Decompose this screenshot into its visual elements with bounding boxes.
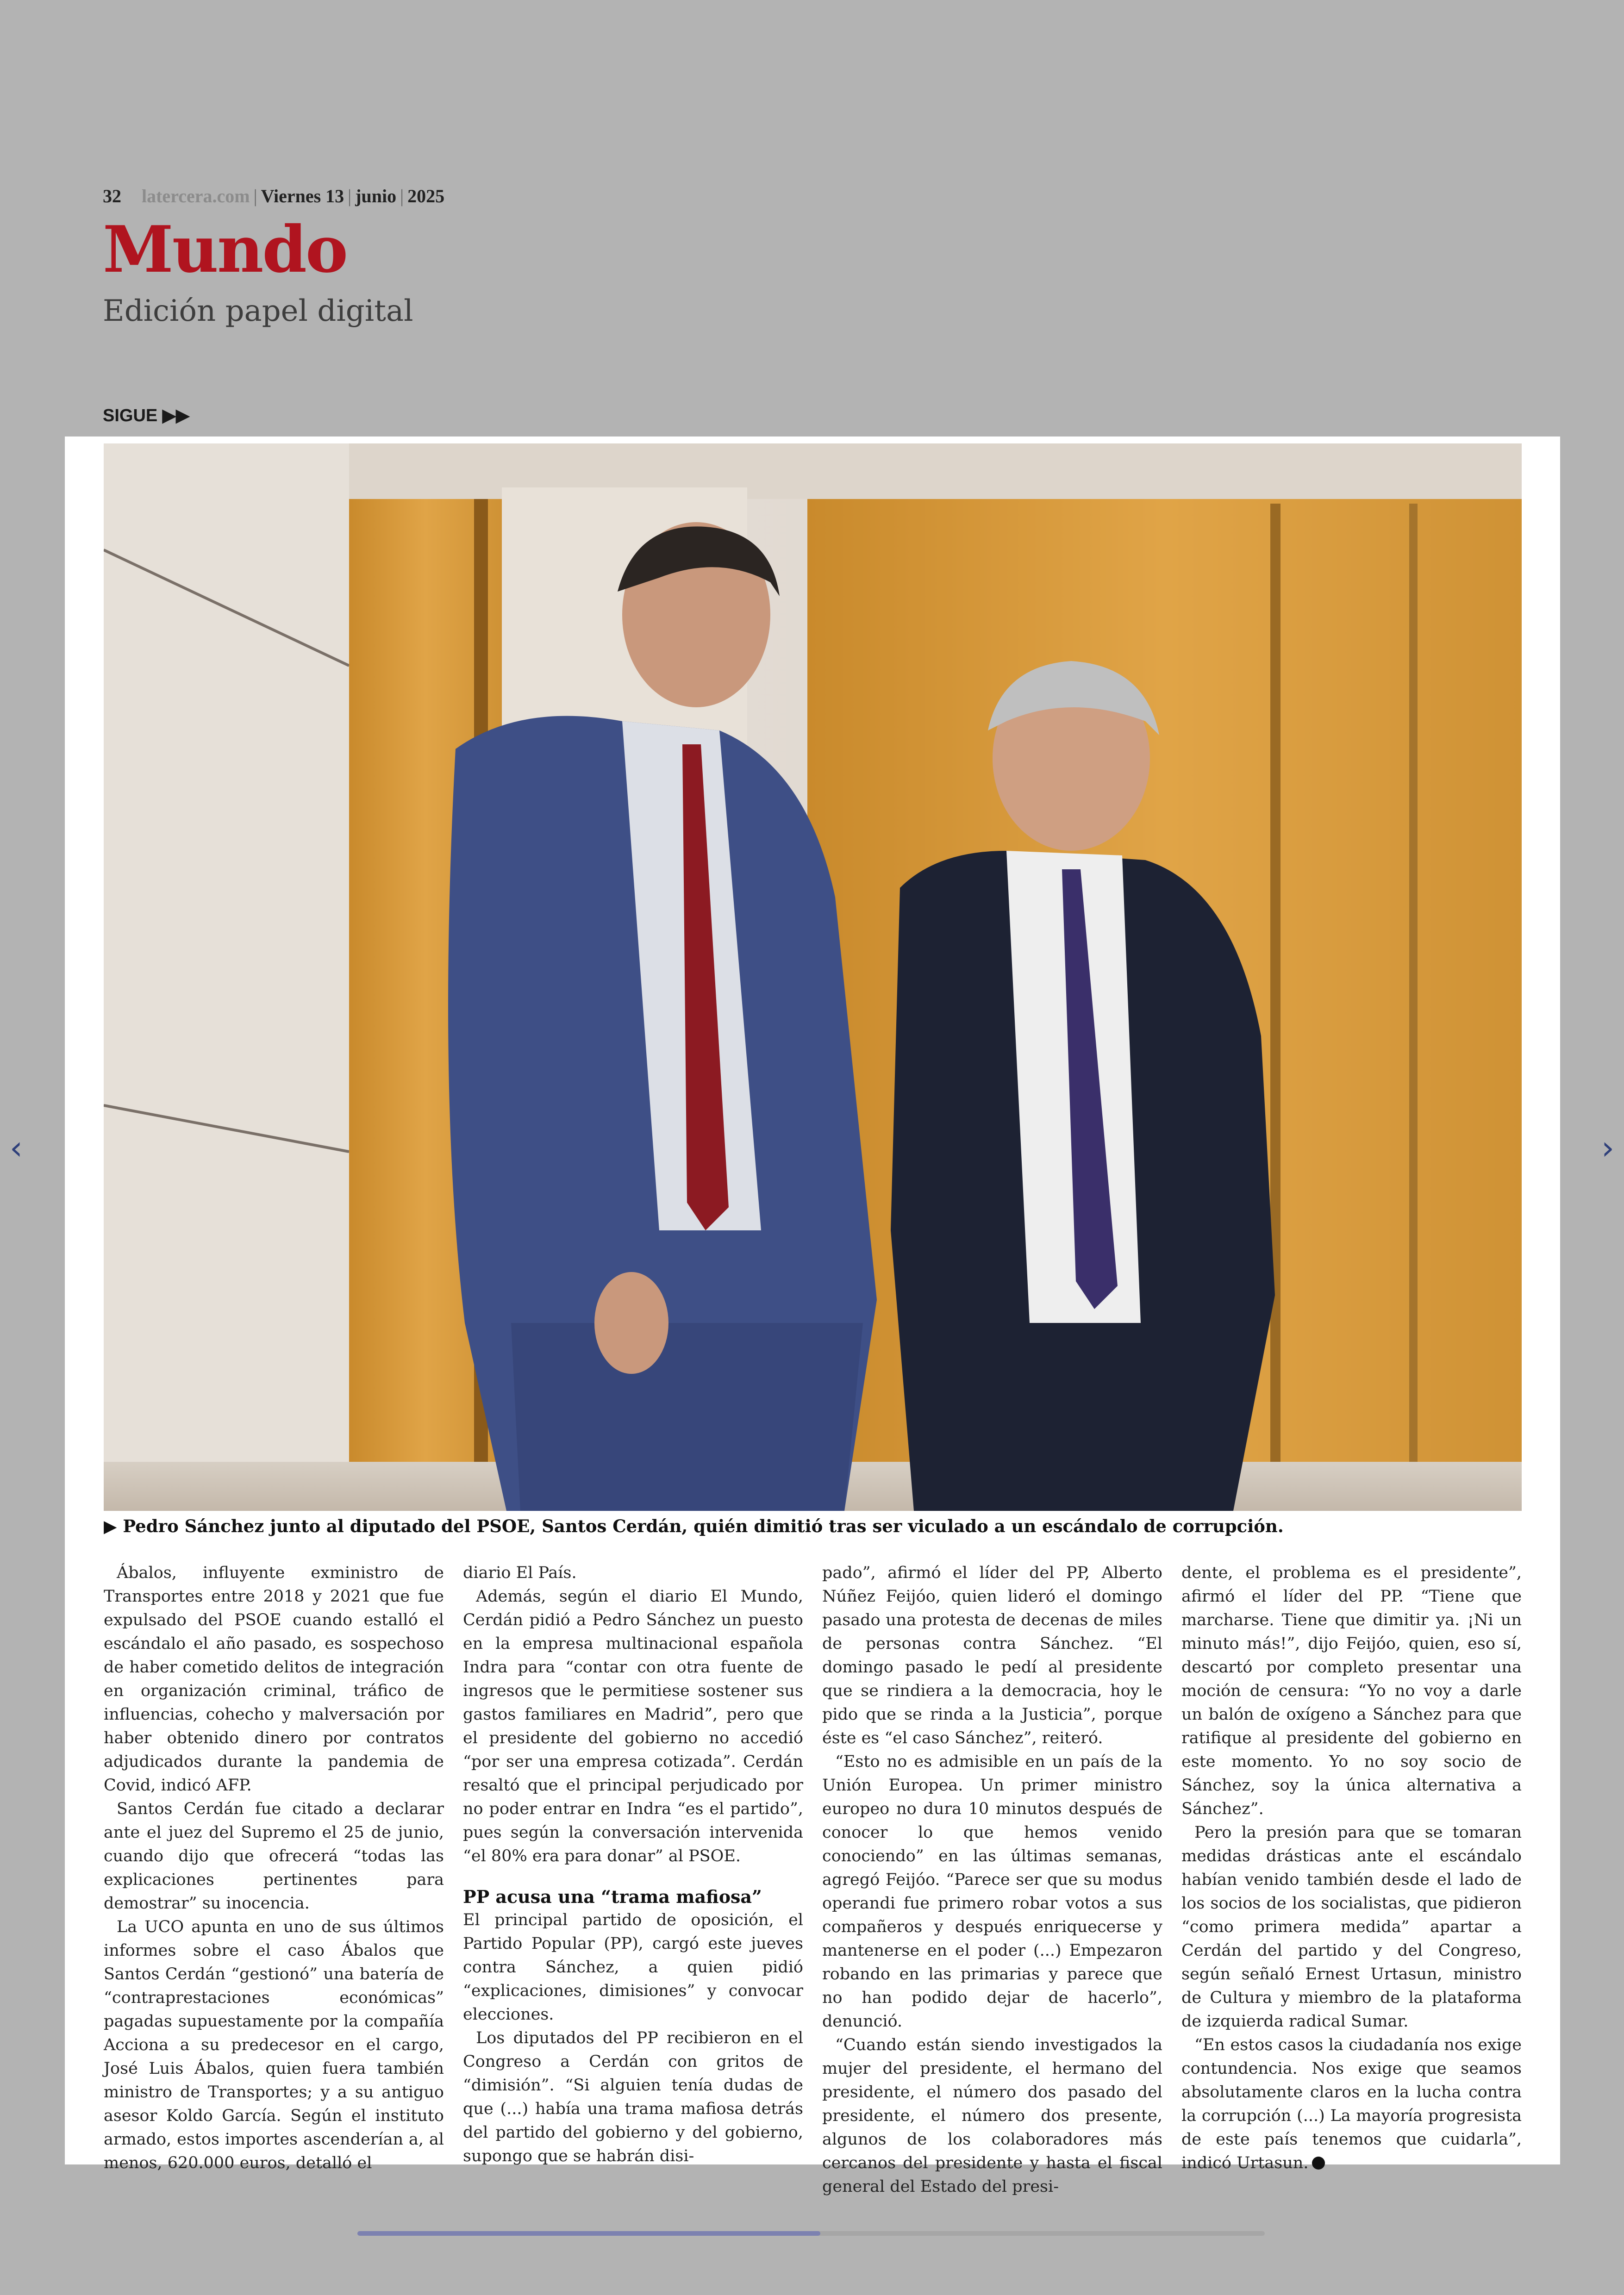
continue-label: SIGUE ▶▶ (103, 406, 190, 425)
article-paragraph: Además, según el diario El Mundo, Cerdán pidió a Pedro Sánchez un puesto en la empresa multinacional española Indra para “contar con otra fuente de ingresos que le permitiese sostener sus gastos familiares en Madrid”, pero que el presidente del gobierno no accedió “por ser una empresa cotizada”. Cerdán resaltó que el principal perjudicado por no poder entrar en Indra “es el partido”, pues según la conversación intervenida “el 80% era para donar” al PSOE. (463, 1587, 803, 1865)
photo-caption: ▶ Pedro Sánchez junto al diputado del PSOE, Santos Cerdán, quién dimitió tras ser viculado a un escándalo de corrupción. (104, 1516, 1284, 1536)
section-subtitle: Edición papel digital (103, 294, 413, 328)
folio-date-day: Viernes 13 (261, 186, 344, 206)
folio-separator: | (253, 186, 257, 206)
article-column (463, 1561, 803, 2199)
article-paragraph: Ábalos, influyente exministro de Transportes entre 2018 y 2021 que fue expulsado del PSOE cuando estalló el escándalo el año pasado, es sospechoso de haber cometido delitos de integración en organización criminal, tráfico de influencias, cohecho y malversación por haber obtenido dinero por contratos adjudicados durante la pandemia de Covid, indicó AFP. (104, 1564, 444, 1795)
article-column (1181, 1561, 1522, 2199)
folio-date-year: 2025 (407, 186, 445, 206)
article-paragraph: “Cuando están siendo investigados la mujer del presidente, el hermano del presidente, el número dos pasado del presidente, el número dos presente, algunos de los colaboradores más cercanos del presidente y hasta el fiscal general del Estado del presi- (822, 2036, 1162, 2196)
page-progress-fill (357, 2231, 820, 2236)
folio-separator: | (400, 186, 404, 206)
article-paragraph: Los diputados del PP recibieron en el Congreso a Cerdán con gritos de “dimisión”. “Si alguien tenía dudas de que (...) había una trama mafiosa detrás del partido del gobierno y del gobierno, supongo que se habrán disi- (463, 2029, 803, 2165)
page-number: 32 (103, 186, 121, 206)
page-progress-bar[interactable] (357, 2231, 1265, 2236)
folio-line (103, 185, 444, 207)
next-page-button[interactable]: › (1601, 1129, 1614, 1167)
prev-page-button[interactable]: ‹ (10, 1129, 23, 1167)
end-mark-icon (1312, 2157, 1325, 2170)
article-paragraph: Pero la presión para que se tomaran medidas drásticas ante el escándalo habían venido también desde el lado de los socios de los socialistas, que pidieron “como primera medida” apartar a Cerdán del partido y del Congreso, según señaló Ernest Urtasun, ministro de Cultura y miembro de la plataforma de izquierda radical Sumar. (1181, 1823, 1522, 2031)
article-paragraph-text: “En estos casos la ciudadanía nos exige contundencia. Nos exige que seamos absolutamente claros en la lucha contra la corrupción (...) La mayoría progresista de este país tenemos que cuidarla”, indicó Urtasun. (1181, 2036, 1522, 2172)
article-paragraph: “Esto no es admisible en un país de la Unión Europea. Un primer ministro europeo no dura 10 minutos después de conocer lo que hemos venido conociendo” en las últimas semanas, agregó Feijóo. “Parece ser que su modus operandi fue primero robar votos a sus compañeros y después enriquecerse y mantenerse en el poder (...) Empezaron robando en las primarias y parece que no han podido dejar de hacerlo”, denunció. (822, 1752, 1162, 2031)
article-body (104, 1561, 1522, 2199)
article-subheading: PP acusa una “trama mafiosa” (463, 1886, 762, 1907)
article-paragraph: pado”, afirmó el líder del PP, Alberto Núñez Feijóo, quien lideró el domingo pasado una protesta de decenas de miles de personas contra Sánchez. “El domingo pasado le pedí al presidente que se rindiera a la democracia, hoy le pido que se rinda a la Justicia”, porque éste es “el caso Sánchez”, reiteró. (822, 1564, 1162, 1747)
folio-separator: | (348, 186, 352, 206)
article-paragraph (1181, 2033, 1522, 2175)
article-paragraph: Santos Cerdán fue citado a declarar ante el juez del Supremo el 25 de junio, cuando dijo que ofrecerá “todas las explicaciones pertinentes para demostrar” su inocencia. (104, 1800, 444, 1913)
section-title: Mundo (103, 212, 347, 287)
article-photo (104, 443, 1522, 1511)
article-paragraph: dente, el problema es el presidente”, afirmó el líder del PP. “Tiene que marcharse. Tiene que dimitir ya. ¡Ni un minuto más!”, dijo Feijóo, quien, eso sí, descartó por completo presentar una moción de censura: “Yo no voy a darle un balón de oxígeno a Sánchez para que ratifique al presidente del gobierno en este momento. Yo no soy socio de Sánchez, soy la única alternativa a Sánchez”. (1181, 1564, 1522, 1818)
article-column (104, 1561, 444, 2199)
article-paragraph: diario El País. (463, 1564, 577, 1582)
folio-date-month: junio (355, 186, 397, 206)
article-paragraph: La UCO apunta en uno de sus últimos informes sobre el caso Ábalos que Santos Cerdán “gestionó” una batería de “contraprestaciones económicas” pagadas supuestamente por la compañía Acciona a su predecesor en el cargo, José Luis Ábalos, quien fuera también ministro de Transportes; y a su antiguo asesor Koldo García. Según el instituto armado, estos importes ascenderían a, al menos, 620.000 euros, detalló el (104, 1918, 444, 2172)
article-paragraph: El principal partido de oposición, el Partido Popular (PP), cargó este jueves contra Sánchez, a quien pidió “explicaciones, dimisiones” y convocar elecciones. (463, 1911, 803, 2024)
site-name: latercera.com (142, 186, 250, 206)
article-column (822, 1561, 1162, 2199)
page-sheet (65, 437, 1560, 2196)
